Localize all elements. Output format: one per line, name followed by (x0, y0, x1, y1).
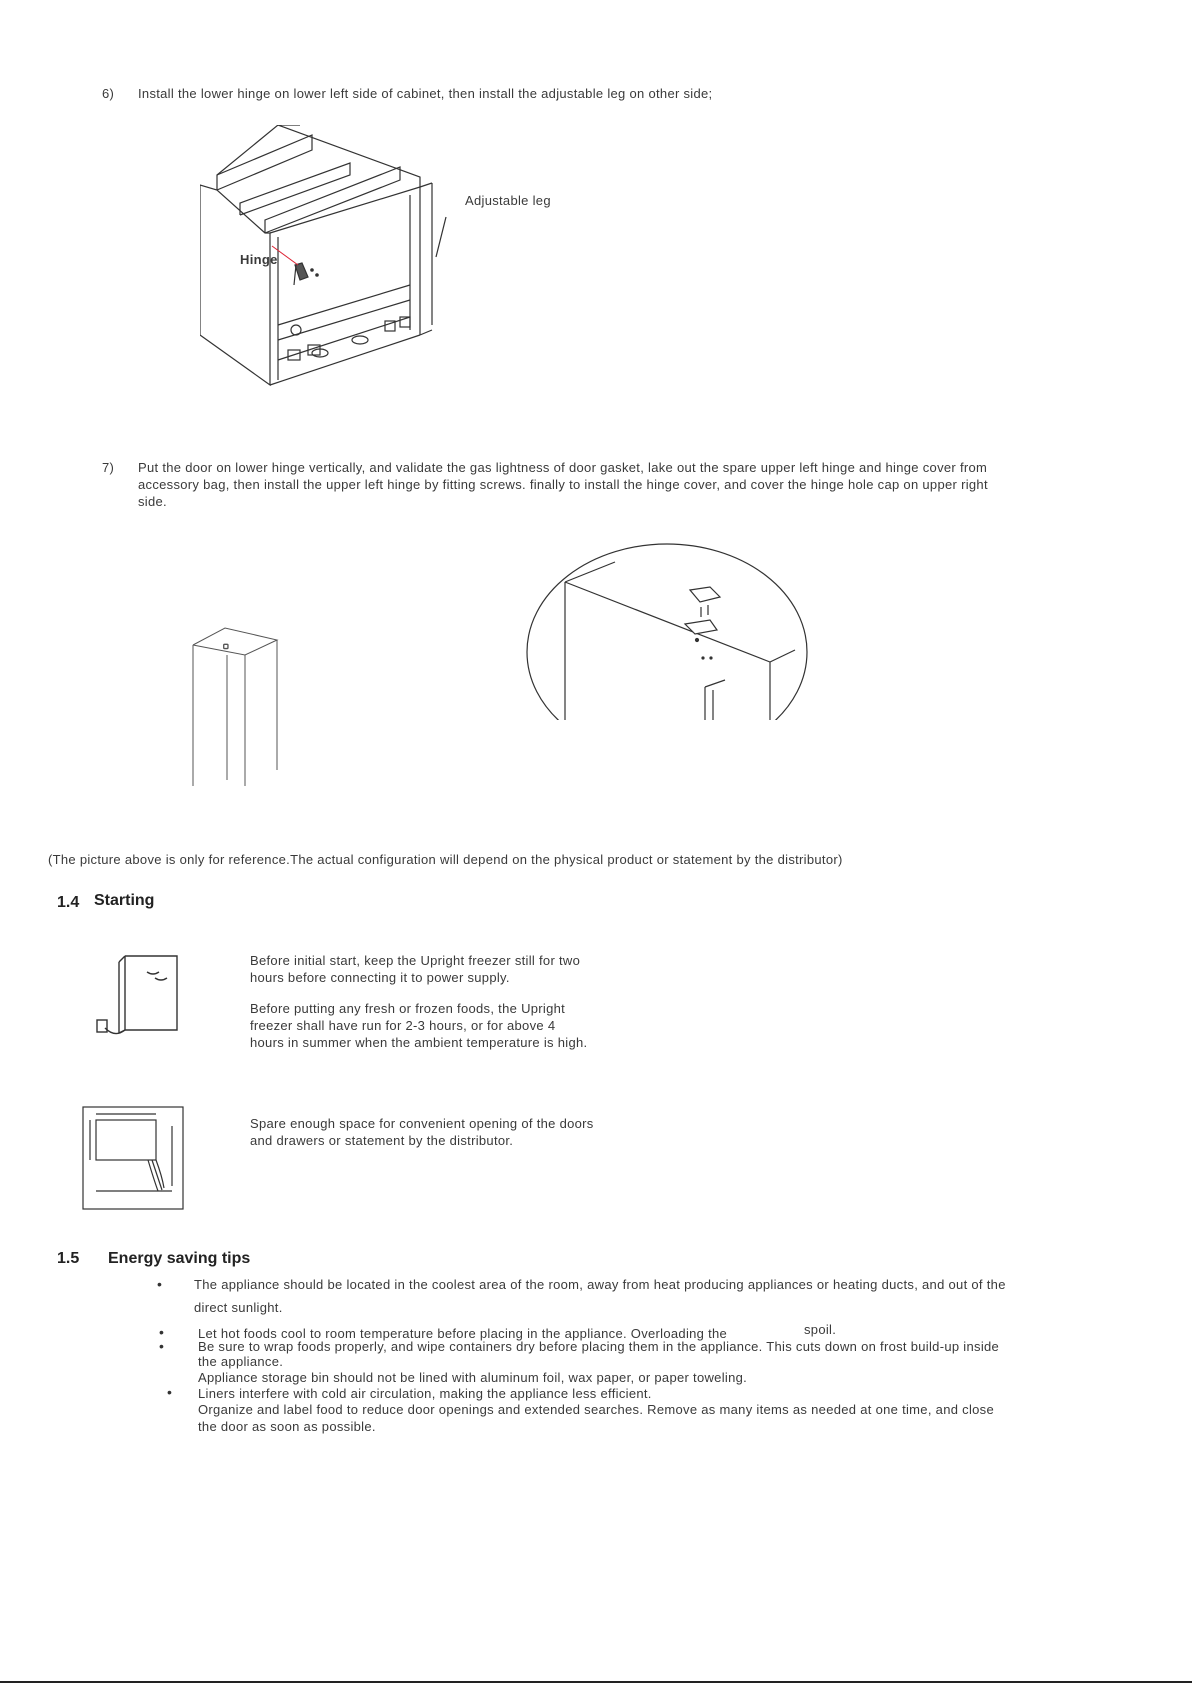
starting-para-2-line-2: freezer shall have run for 2-3 hours, or for above 4 (250, 1018, 556, 1033)
section-1-4-number: 1.4 (57, 894, 80, 911)
tip-1-line-2: direct sunlight. (194, 1300, 283, 1315)
bullet-1: • (157, 1276, 162, 1292)
tip-3-line-2: the appliance. (198, 1354, 284, 1369)
adjustable-leg-label: Adjustable leg (465, 193, 551, 208)
starting-para-1-line-1: Before initial start, keep the Upright freezer still for two (250, 953, 581, 968)
step-6-number: 6) (102, 86, 115, 101)
section-1-5-title: Energy saving tips (108, 1250, 251, 1267)
bullet-2: • (159, 1324, 164, 1340)
freezer-power-icon (95, 948, 185, 1038)
upright-freezer-sketch (185, 610, 285, 790)
step-7-line-1: Put the door on lower hinge vertically, and validate the gas lightness of door gasket, lake out the spare upper left hinge and hinge cover from (138, 460, 988, 475)
tip-4-line-3: the door as soon as possible. (198, 1419, 376, 1434)
tip-2-line-1: Let hot foods cool to room temperature before placing in the appliance. Overloading the (198, 1326, 728, 1341)
reference-note: (The picture above is only for reference.The actual configuration will depend on the physical product or statement by the distributor) (48, 852, 843, 867)
cabinet-hinge-diagram (200, 125, 560, 415)
step-7-number: 7) (102, 460, 115, 475)
bullet-4: • (167, 1384, 172, 1400)
starting-para-2-line-1: Before putting any fresh or frozen foods, the Upright (250, 1001, 566, 1016)
tip-1-line-1: The appliance should be located in the coolest area of the room, away from heat producing appliances or heating ducts, and out of the (194, 1277, 1006, 1292)
door-clearance-diagram (82, 1106, 184, 1210)
step-7-line-3: side. (138, 494, 167, 509)
tip-3-line-3: Appliance storage bin should not be lined with aluminum foil, wax paper, or paper toweling. (198, 1370, 748, 1385)
page-bottom-border (0, 1681, 1192, 1683)
tip-3-line-1: Be sure to wrap foods properly, and wipe containers dry before placing them in the appliance. This cuts down on frost build-up inside (198, 1339, 1000, 1354)
tip-4-line-1: Liners interfere with cold air circulation, making the appliance less efficient. (198, 1386, 652, 1401)
section-1-4-title: Starting (94, 892, 155, 909)
starting-para-3-line-2: and drawers or statement by the distributor. (250, 1133, 514, 1148)
hinge-cover-detail (525, 542, 810, 722)
section-1-5-number: 1.5 (57, 1250, 80, 1267)
step-6-text: Install the lower hinge on lower left side of cabinet, then install the adjustable leg on other side; (138, 86, 713, 101)
tip-2-spoil: spoil. (804, 1322, 837, 1337)
hinge-label: Hinge (240, 252, 278, 267)
starting-para-1-line-2: hours before connecting it to power supply. (250, 970, 510, 985)
tip-4-line-2: Organize and label food to reduce door openings and extended searches. Remove as many items as needed at one time, and close (198, 1402, 995, 1417)
svg-text:▢: ▢ (223, 644, 229, 650)
starting-para-3-line-1: Spare enough space for convenient opening of the doors (250, 1116, 594, 1131)
bullet-3: • (159, 1338, 164, 1354)
step-7-line-2: accessory bag, then install the upper left hinge by fitting screws. finally to install the hinge cover, and cover the hinge hole cap on upper right (138, 477, 988, 492)
starting-para-2-line-3: hours in summer when the ambient temperature is high. (250, 1035, 588, 1050)
